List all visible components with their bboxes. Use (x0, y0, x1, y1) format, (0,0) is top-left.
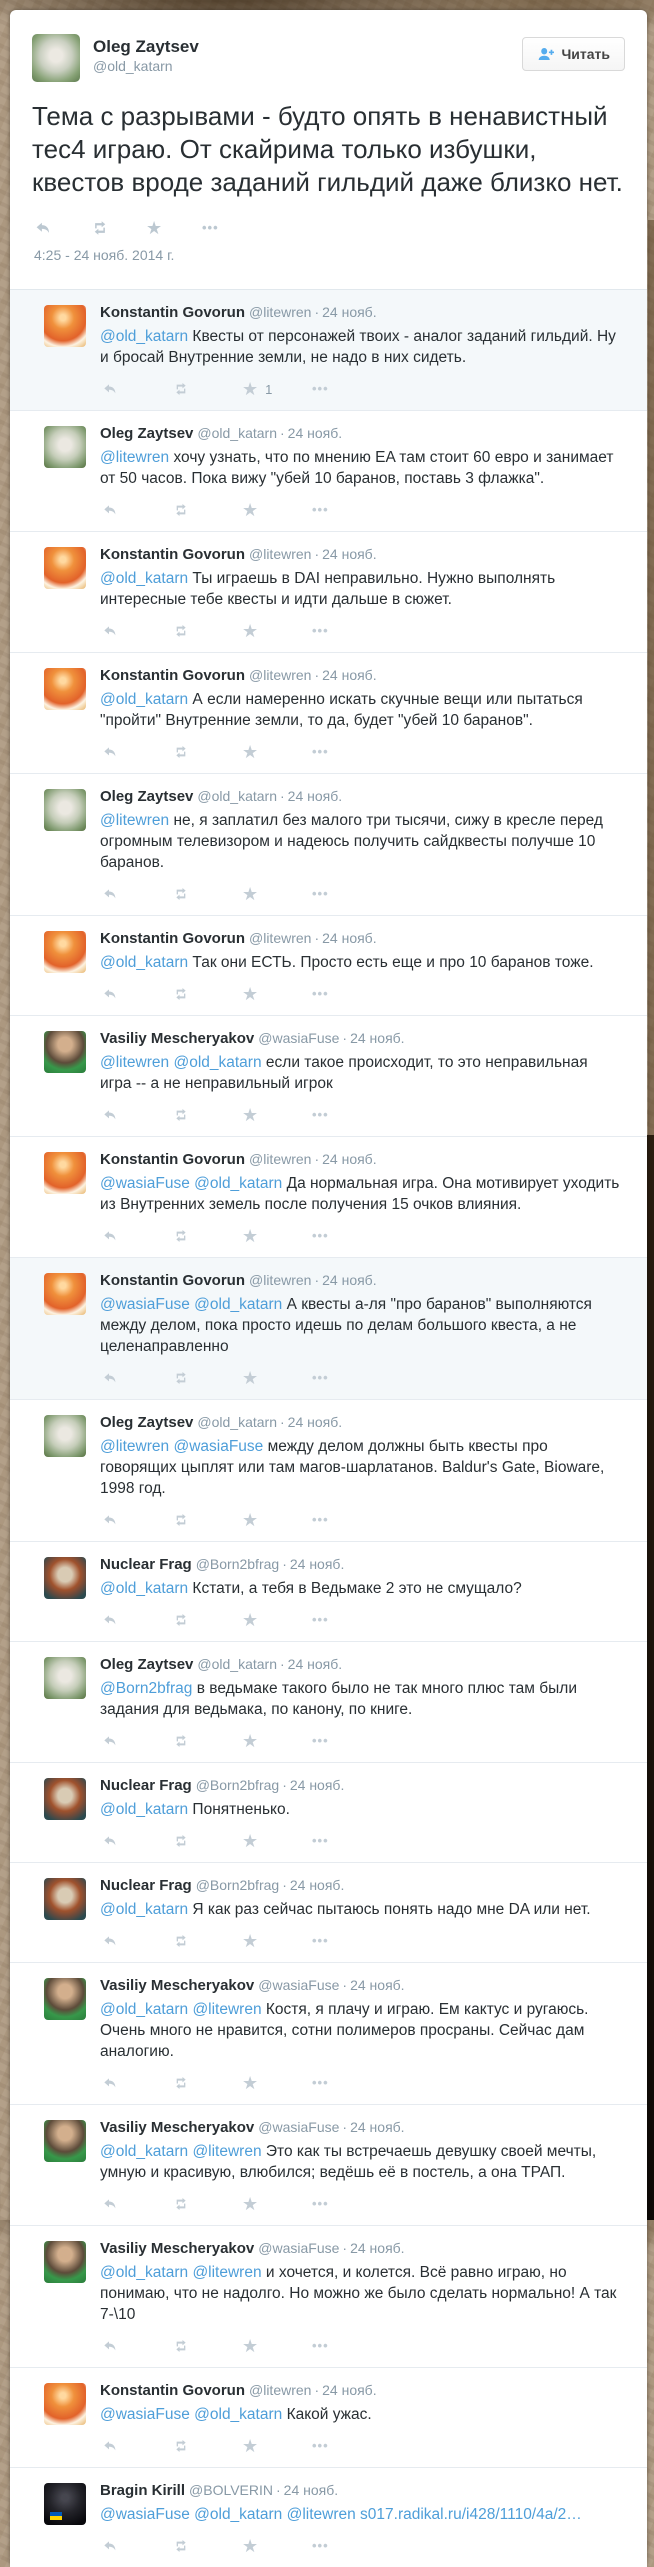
retweet-action-icon[interactable] (172, 1833, 242, 1849)
reply-header (100, 1555, 623, 1574)
mention-link[interactable]: @old_katarn (100, 1580, 189, 1597)
reply-text: @wasiaFuse @old_katarn Да нормальная игра. Она мотивирует уходить из Внутренних земель после получения 15 очков влияния. (100, 1175, 620, 1213)
retweet-action-icon[interactable] (172, 2075, 242, 2091)
mention-link[interactable]: @old_katarn (194, 2506, 283, 2523)
reply-author-handle[interactable]: @old_katarn (197, 788, 277, 804)
reply-date-separator: · (314, 2382, 320, 2398)
reply-timestamp[interactable]: 24 нояб. (322, 546, 377, 562)
reply-actions (102, 1370, 623, 1386)
reply-date-separator: · (282, 1777, 287, 1793)
reply-timestamp[interactable]: 24 нояб. (289, 1877, 345, 1893)
reply-date-separator: · (314, 304, 320, 320)
reply-actions (102, 1512, 623, 1528)
mention-link[interactable]: @litewren (100, 812, 170, 829)
reply-actions (102, 1107, 623, 1123)
reply-author-avatar[interactable] (44, 426, 86, 468)
reply-author-name[interactable]: Konstantin Govorun (100, 930, 245, 947)
reply-author-avatar[interactable] (44, 2483, 86, 2525)
follow-button[interactable] (522, 37, 625, 71)
reply-actions (102, 2196, 623, 2212)
reply-header (100, 2118, 623, 2137)
reply-actions (102, 886, 623, 902)
reply-action-icon[interactable] (102, 2196, 172, 2212)
favorite-action-icon[interactable]: ★ (146, 218, 163, 238)
retweet-action-icon[interactable] (172, 744, 242, 760)
reply-author-avatar[interactable] (44, 789, 86, 831)
reply-header (100, 1271, 623, 1290)
reply-timestamp[interactable]: 24 нояб. (350, 1977, 405, 1993)
retweet-action-icon[interactable] (172, 1370, 242, 1386)
reply-text: @old_katarn Я как раз сейчас пытаюсь понять надо мне DA или нет. (100, 1901, 591, 1918)
retweet-action-icon[interactable] (172, 502, 242, 518)
reply-tweet[interactable] (10, 290, 647, 411)
reply-actions (102, 1228, 623, 1244)
more-action-icon[interactable]: ••• (312, 2196, 329, 2211)
background-texture-dark-edge (646, 1135, 654, 2220)
reply-author-avatar[interactable] (44, 1031, 86, 1073)
tweet-permalink-card (10, 10, 647, 2567)
reply-author-avatar[interactable] (44, 1273, 86, 1315)
reply-actions (102, 1933, 623, 1949)
reply-date-separator: · (314, 930, 320, 946)
reply-timestamp[interactable]: 24 нояб. (287, 1414, 343, 1430)
reply-author-handle[interactable]: @wasiaFuse (258, 1977, 340, 1993)
reply-header (100, 1150, 623, 1169)
reply-author-handle[interactable]: @litewren (249, 304, 312, 320)
reply-action-icon[interactable] (102, 1107, 172, 1123)
reply-author-avatar[interactable] (44, 547, 86, 589)
reply-header (100, 1976, 623, 1995)
reply-author-handle[interactable]: @BOLVERIN (189, 2482, 273, 2498)
reply-author-name[interactable]: Nuclear Frag (100, 1556, 192, 1573)
reply-actions (102, 381, 623, 397)
reply-author-handle[interactable]: @litewren (249, 546, 312, 562)
reply-text: @old_katarn Так они ЕСТЬ. Просто есть еще и про 10 баранов тоже. (100, 954, 594, 971)
reply-timestamp[interactable]: 24 нояб. (322, 1272, 377, 1288)
more-action-icon[interactable]: ••• (312, 1733, 329, 1748)
reply-author-name[interactable]: Bragin Kirill (100, 2482, 186, 2499)
reply-author-handle[interactable]: @wasiaFuse (258, 2119, 340, 2135)
reply-header (100, 303, 623, 322)
main-tweet (10, 10, 647, 289)
reply-timestamp[interactable]: 24 нояб. (289, 1777, 345, 1793)
reply-date-separator: · (342, 1030, 348, 1046)
reply-author-avatar[interactable] (44, 2120, 86, 2162)
author-avatar[interactable] (32, 34, 80, 82)
more-action-icon[interactable]: ••• (312, 986, 329, 1001)
retweet-action-icon[interactable] (172, 886, 242, 902)
more-action-icon[interactable]: ••• (312, 1107, 329, 1122)
retweet-action-icon[interactable] (172, 1933, 242, 1949)
retweet-action-icon[interactable] (172, 1107, 242, 1123)
reply-actions (102, 2538, 623, 2554)
reply-author-avatar[interactable] (44, 2383, 86, 2425)
reply-tweet[interactable] (10, 1542, 647, 1642)
reply-text: @litewren @wasiaFuse между делом должны быть квесты про говорящих цыплят или там магов-шарлатанов. Baldur's Gate, Bioware, 1998 год. (100, 1438, 605, 1497)
reply-action-icon[interactable] (102, 744, 172, 760)
favorite-action-icon[interactable]: ★ (242, 2194, 259, 2214)
reply-date-separator: · (282, 1556, 287, 1572)
reply-date-separator: · (314, 1151, 320, 1167)
reply-timestamp[interactable]: 24 нояб. (322, 930, 377, 946)
reply-date-separator: · (279, 1656, 285, 1672)
reply-author-name[interactable]: Vasiliy Mescheryakov (100, 1977, 255, 1994)
reply-tweet[interactable] (10, 1400, 647, 1542)
reply-date-separator: · (314, 667, 320, 683)
reply-tweet[interactable] (10, 2368, 647, 2468)
reply-tweet[interactable] (10, 653, 647, 774)
mention-link[interactable]: @wasiaFuse (173, 1438, 264, 1455)
reply-date-separator: · (314, 546, 320, 562)
retweet-action-icon[interactable] (172, 1512, 242, 1528)
reply-tweet[interactable] (10, 2468, 647, 2567)
reply-author-name[interactable]: Konstantin Govorun (100, 2382, 245, 2399)
reply-header (100, 929, 623, 948)
reply-action-icon[interactable] (102, 623, 172, 639)
reply-action-icon[interactable] (102, 2338, 172, 2354)
reply-author-avatar[interactable] (44, 1657, 86, 1699)
reply-action-icon[interactable] (102, 1370, 172, 1386)
reply-tweet[interactable] (10, 532, 647, 653)
reply-tweet[interactable] (10, 2226, 647, 2368)
reply-tweet[interactable] (10, 1963, 647, 2105)
favorite-action-icon[interactable]: ★ (242, 884, 259, 904)
follow-button-label: Читать (561, 46, 610, 62)
mention-link[interactable]: @wasiaFuse (100, 2506, 190, 2523)
favorite-action-icon[interactable]: ★ (242, 1105, 259, 1125)
reply-author-name[interactable]: Konstantin Govorun (100, 304, 245, 321)
mention-link[interactable]: @litewren (192, 2143, 262, 2160)
favorite-action-icon[interactable]: ★ (242, 1931, 259, 1951)
reply-header (100, 1655, 623, 1674)
more-action-icon[interactable]: ••• (312, 381, 329, 396)
reply-author-handle[interactable]: @Born2bfrag (195, 1777, 280, 1793)
author-handle: @old_katarn (93, 58, 173, 74)
retweet-action-icon[interactable] (172, 381, 242, 397)
mention-link[interactable]: @old_katarn (100, 691, 189, 708)
reply-action-icon[interactable] (102, 1612, 172, 1628)
reply-actions (102, 2075, 623, 2091)
mention-link[interactable]: @old_katarn (194, 1175, 283, 1192)
reply-author-handle[interactable]: @old_katarn (197, 425, 277, 441)
reply-header (100, 787, 623, 806)
favorite-action-icon[interactable]: ★ (242, 1610, 259, 1630)
reply-date-separator: · (314, 1272, 320, 1288)
more-action-icon[interactable]: ••• (312, 623, 329, 638)
reply-action-icon[interactable] (34, 219, 90, 237)
favorite-action-icon[interactable]: ★ (242, 2073, 259, 2093)
mention-link[interactable]: @old_katarn (100, 2143, 189, 2160)
reply-timestamp[interactable]: 24 нояб. (322, 2382, 377, 2398)
reply-action-icon[interactable] (102, 381, 172, 397)
reply-date-separator: · (282, 1877, 287, 1893)
more-action-icon[interactable]: ••• (312, 1933, 329, 1948)
reply-action-icon[interactable] (102, 1228, 172, 1244)
reply-action-icon[interactable] (102, 2075, 172, 2091)
reply-text: @litewren @old_katarn если такое происходит, то это неправильная игра -- а не неправильный игрок (100, 1054, 588, 1092)
reply-text: @old_katarn @litewren и хочется, и колется. Всё равно играю, но понимаю, что не надолго. Но можно же было сделать нормально! А так 7-\10 (100, 2264, 617, 2323)
replies-list (10, 289, 647, 2567)
mention-link[interactable]: @old_katarn (194, 2406, 283, 2423)
reply-author-name[interactable]: Konstantin Govorun (100, 1151, 245, 1168)
reply-author-handle[interactable]: @litewren (249, 2382, 312, 2398)
reply-text: @old_katarn Квесты от персонажей твоих - аналог заданий гильдий. Ну и бросай Внутренние земли, не надо в них сидеть. (100, 328, 616, 366)
reply-author-handle[interactable]: @litewren (249, 930, 312, 946)
more-action-icon[interactable]: ••• (312, 1612, 329, 1627)
reply-header (100, 1029, 623, 1048)
reply-action-icon[interactable] (102, 2438, 172, 2454)
reply-timestamp[interactable]: 24 нояб. (322, 304, 377, 320)
more-action-icon[interactable]: ••• (312, 1370, 329, 1385)
mention-link[interactable]: @old_katarn (100, 1901, 189, 1918)
reply-actions (102, 986, 623, 1002)
reply-header (100, 1876, 623, 1895)
retweet-action-icon[interactable] (172, 1228, 242, 1244)
reply-timestamp[interactable]: 24 нояб. (350, 2119, 405, 2135)
reply-tweet[interactable] (10, 1642, 647, 1763)
reply-text: @Born2bfrag в ведьмаке такого было не так много плюс там были задания для ведьмака, по канону, по книге. (100, 1680, 577, 1718)
more-action-icon[interactable]: ••• (312, 502, 329, 517)
more-action-icon[interactable]: ••• (312, 1228, 329, 1243)
reply-text: @old_katarn Ты играешь в DAI неправильно. Нужно выполнять интересные тебе квесты и идти дальше в сюжет. (100, 570, 556, 608)
reply-timestamp[interactable]: 24 нояб. (322, 667, 377, 683)
mention-link[interactable]: @Born2bfrag (100, 1680, 193, 1697)
reply-actions (102, 744, 623, 760)
mention-link[interactable]: @litewren (100, 449, 170, 466)
favorite-action-icon[interactable]: ★ (242, 621, 259, 641)
reply-timestamp[interactable]: 24 нояб. (322, 1151, 377, 1167)
reply-action-icon[interactable] (102, 886, 172, 902)
author-name[interactable]: Oleg Zaytsev (93, 37, 199, 56)
reply-author-name[interactable]: Nuclear Frag (100, 1877, 192, 1894)
favorite-action-icon[interactable]: ★ (242, 1831, 259, 1851)
reply-text: @old_katarn @litewren Костя, я плачу и играю. Ем кактус и ругаюсь. Очень много не нравится, сотни полимеров просраны. Сейчас дам аналогию. (100, 2001, 589, 2060)
reply-action-icon[interactable] (102, 986, 172, 1002)
reply-author-name[interactable]: Vasiliy Mescheryakov (100, 1030, 255, 1047)
reply-tweet[interactable] (10, 1258, 647, 1400)
reply-author-handle[interactable]: @litewren (249, 667, 312, 683)
favorite-count: 1 (265, 382, 273, 397)
retweet-action-icon[interactable] (172, 2438, 242, 2454)
favorite-action-icon[interactable]: ★ (242, 500, 259, 520)
reply-date-separator: · (279, 1414, 285, 1430)
retweet-action-icon[interactable] (172, 623, 242, 639)
more-action-icon[interactable]: ••• (312, 1833, 329, 1848)
reply-author-name[interactable]: Nuclear Frag (100, 1777, 192, 1794)
reply-author-name[interactable]: Oleg Zaytsev (100, 1414, 194, 1431)
reply-author-avatar[interactable] (44, 2241, 86, 2283)
reply-header (100, 1413, 623, 1432)
reply-author-avatar[interactable] (44, 1778, 86, 1820)
reply-actions (102, 1612, 623, 1628)
reply-author-name[interactable]: Konstantin Govorun (100, 667, 245, 684)
reply-actions (102, 2338, 623, 2354)
reply-actions (102, 502, 623, 518)
retweet-action-icon[interactable] (172, 986, 242, 1002)
reply-author-name[interactable]: Oleg Zaytsev (100, 1656, 194, 1673)
reply-action-icon[interactable] (102, 502, 172, 518)
reply-author-handle[interactable]: @Born2bfrag (195, 1556, 280, 1572)
reply-date-separator: · (342, 1977, 348, 1993)
reply-date-separator: · (342, 2240, 348, 2256)
reply-timestamp[interactable]: 24 нояб. (287, 1656, 343, 1672)
reply-actions (102, 1833, 623, 1849)
favorite-action-icon[interactable]: ★ (242, 1510, 259, 1530)
mention-link[interactable]: @old_katarn (194, 1296, 283, 1313)
favorite-action-icon[interactable]: ★ (242, 1368, 259, 1388)
reply-timestamp[interactable]: 24 нояб. (287, 425, 343, 441)
retweet-action-icon[interactable] (172, 2196, 242, 2212)
follow-person-icon (537, 47, 554, 61)
more-action-icon[interactable]: ••• (312, 1512, 329, 1527)
retweet-action-icon[interactable] (172, 2538, 242, 2554)
reply-header (100, 424, 623, 443)
reply-author-name[interactable]: Vasiliy Mescheryakov (100, 2240, 255, 2257)
reply-header (100, 2381, 623, 2400)
reply-author-handle[interactable]: @old_katarn (197, 1414, 277, 1430)
favorite-action-icon[interactable]: ★ (242, 2336, 259, 2356)
reply-date-separator: · (279, 425, 285, 441)
background-texture-edge (648, 220, 654, 1135)
favorite-action-icon[interactable]: ★ (242, 984, 259, 1004)
main-tweet-header (32, 34, 625, 84)
reply-header (100, 2481, 623, 2500)
reply-author-name[interactable]: Oleg Zaytsev (100, 425, 194, 442)
reply-author-avatar[interactable] (44, 305, 86, 347)
retweet-action-icon[interactable] (90, 219, 146, 237)
url-link[interactable]: s017.radikal.ru/i428/1110/4a/2… (360, 2506, 582, 2523)
mention-link[interactable]: @litewren (192, 2264, 262, 2281)
reply-author-name[interactable]: Vasiliy Mescheryakov (100, 2119, 255, 2136)
favorite-action-icon[interactable]: ★ 1 (242, 379, 273, 399)
reply-tweet[interactable] (10, 1863, 647, 1963)
mention-link[interactable]: @old_katarn (100, 328, 189, 345)
reply-text: @litewren хочу узнать, что по мнению EA там стоит 60 евро и занимает от 50 часов. Пока вижу "убей 10 баранов, поставь 3 флажка". (100, 449, 614, 487)
reply-text: @old_katarn @litewren Это как ты встречаешь девушку своей мечты, умную и красивую, влюбился; ведёшь её в постель, а она ТРАП. (100, 2143, 597, 2181)
reply-tweet[interactable] (10, 916, 647, 1016)
reply-author-avatar[interactable] (44, 931, 86, 973)
reply-timestamp[interactable]: 24 нояб. (289, 1556, 345, 1572)
reply-header (100, 545, 623, 564)
reply-text: @litewren не, я заплатил без малого три тысячи, сижу в кресле перед огромным телевизором и надеюсь получить сайдквесты получше 10 баранов. (100, 812, 603, 871)
reply-text: @old_katarn Понятненько. (100, 1801, 290, 1818)
more-action-icon[interactable]: ••• (202, 220, 219, 235)
reply-author-name[interactable]: Konstantin Govorun (100, 1272, 245, 1289)
reply-author-name[interactable]: Oleg Zaytsev (100, 788, 194, 805)
reply-tweet[interactable] (10, 2105, 647, 2226)
reply-author-handle[interactable]: @Born2bfrag (195, 1877, 280, 1893)
reply-action-icon[interactable] (102, 2538, 172, 2554)
mention-link[interactable]: @litewren (100, 1054, 170, 1071)
reply-timestamp[interactable]: 24 нояб. (350, 2240, 405, 2256)
mention-link[interactable]: @wasiaFuse (100, 2406, 190, 2423)
mention-link[interactable]: @old_katarn (100, 954, 189, 971)
mention-link[interactable]: @litewren (192, 2001, 262, 2018)
more-action-icon[interactable]: ••• (312, 2438, 329, 2453)
favorite-action-icon[interactable]: ★ (242, 742, 259, 762)
reply-author-handle[interactable]: @old_katarn (197, 1656, 277, 1672)
favorite-action-icon[interactable]: ★ (242, 1731, 259, 1751)
reply-timestamp[interactable]: 24 нояб. (350, 1030, 405, 1046)
retweet-action-icon[interactable] (172, 1612, 242, 1628)
more-action-icon[interactable]: ••• (312, 2338, 329, 2353)
more-action-icon[interactable]: ••• (312, 886, 329, 901)
reply-author-avatar[interactable] (44, 1557, 86, 1599)
main-tweet-actions (34, 219, 625, 237)
retweet-action-icon[interactable] (172, 2338, 242, 2354)
main-tweet-text: Тема с разрывами - будто опять в ненавистный тес4 играю. От скайрима только избушки, квестов вроде заданий гильдий даже близко нет. (32, 101, 623, 197)
reply-tweet[interactable] (10, 1763, 647, 1863)
reply-tweet[interactable] (10, 411, 647, 532)
mention-link[interactable]: @litewren (100, 1438, 170, 1455)
mention-link[interactable]: @wasiaFuse (100, 1296, 190, 1313)
mention-link[interactable]: @old_katarn (100, 2264, 189, 2281)
mention-link[interactable]: @old_katarn (100, 2001, 189, 2018)
reply-action-icon[interactable] (102, 1833, 172, 1849)
reply-action-icon[interactable] (102, 1933, 172, 1949)
reply-tweet[interactable] (10, 774, 647, 916)
reply-author-name[interactable]: Konstantin Govorun (100, 546, 245, 563)
reply-tweet[interactable] (10, 1016, 647, 1137)
favorite-action-icon[interactable]: ★ (242, 2436, 259, 2456)
reply-author-avatar[interactable] (44, 1415, 86, 1457)
reply-author-avatar[interactable] (44, 1152, 86, 1194)
reply-action-icon[interactable] (102, 1733, 172, 1749)
reply-author-handle[interactable]: @wasiaFuse (258, 1030, 340, 1046)
mention-link[interactable]: @wasiaFuse (100, 1175, 190, 1192)
reply-text: @old_katarn А если намеренно искать скучные вещи или пытаться "пройти" Внутренние земли, то да, будет "убей 10 баранов". (100, 691, 583, 729)
reply-author-avatar[interactable] (44, 1978, 86, 2020)
favorite-action-icon[interactable]: ★ (242, 1226, 259, 1246)
reply-date-separator: · (279, 788, 285, 804)
reply-actions (102, 623, 623, 639)
reply-text: @wasiaFuse @old_katarn А квесты а-ля "про баранов" выполняются между делом, пока просто идешь по делам большого квеста, а не целенаправленно (100, 1296, 592, 1355)
reply-text: @wasiaFuse @old_katarn Какой ужас. (100, 2406, 372, 2423)
reply-header (100, 2239, 623, 2258)
reply-actions (102, 2438, 623, 2454)
mention-link[interactable]: @old_katarn (100, 1801, 189, 1818)
reply-timestamp[interactable]: 24 нояб. (283, 2482, 339, 2498)
mention-link[interactable]: @litewren (286, 2506, 356, 2523)
favorite-action-icon[interactable]: ★ (242, 2536, 259, 2556)
reply-text: @old_katarn Кстати, а тебя в Ведьмаке 2 это не смущало? (100, 1580, 522, 1597)
reply-timestamp[interactable]: 24 нояб. (287, 788, 343, 804)
mention-link[interactable]: @old_katarn (100, 570, 189, 587)
more-action-icon[interactable]: ••• (312, 744, 329, 759)
reply-author-handle[interactable]: @litewren (249, 1272, 312, 1288)
reply-author-avatar[interactable] (44, 668, 86, 710)
reply-actions (102, 1733, 623, 1749)
reply-action-icon[interactable] (102, 1512, 172, 1528)
reply-tweet[interactable] (10, 1137, 647, 1258)
more-action-icon[interactable]: ••• (312, 2538, 329, 2553)
reply-text (100, 2504, 623, 2525)
reply-header (100, 1776, 623, 1795)
more-action-icon[interactable]: ••• (312, 2075, 329, 2090)
reply-author-handle[interactable]: @wasiaFuse (258, 2240, 340, 2256)
tweet-timestamp[interactable]: 4:25 - 24 нояб. 2014 г. (34, 247, 175, 263)
retweet-action-icon[interactable] (172, 1733, 242, 1749)
reply-date-separator: · (342, 2119, 348, 2135)
reply-author-avatar[interactable] (44, 1878, 86, 1920)
mention-link[interactable]: @old_katarn (173, 1054, 262, 1071)
reply-date-separator: · (276, 2482, 281, 2498)
reply-author-handle[interactable]: @litewren (249, 1151, 312, 1167)
reply-header (100, 666, 623, 685)
